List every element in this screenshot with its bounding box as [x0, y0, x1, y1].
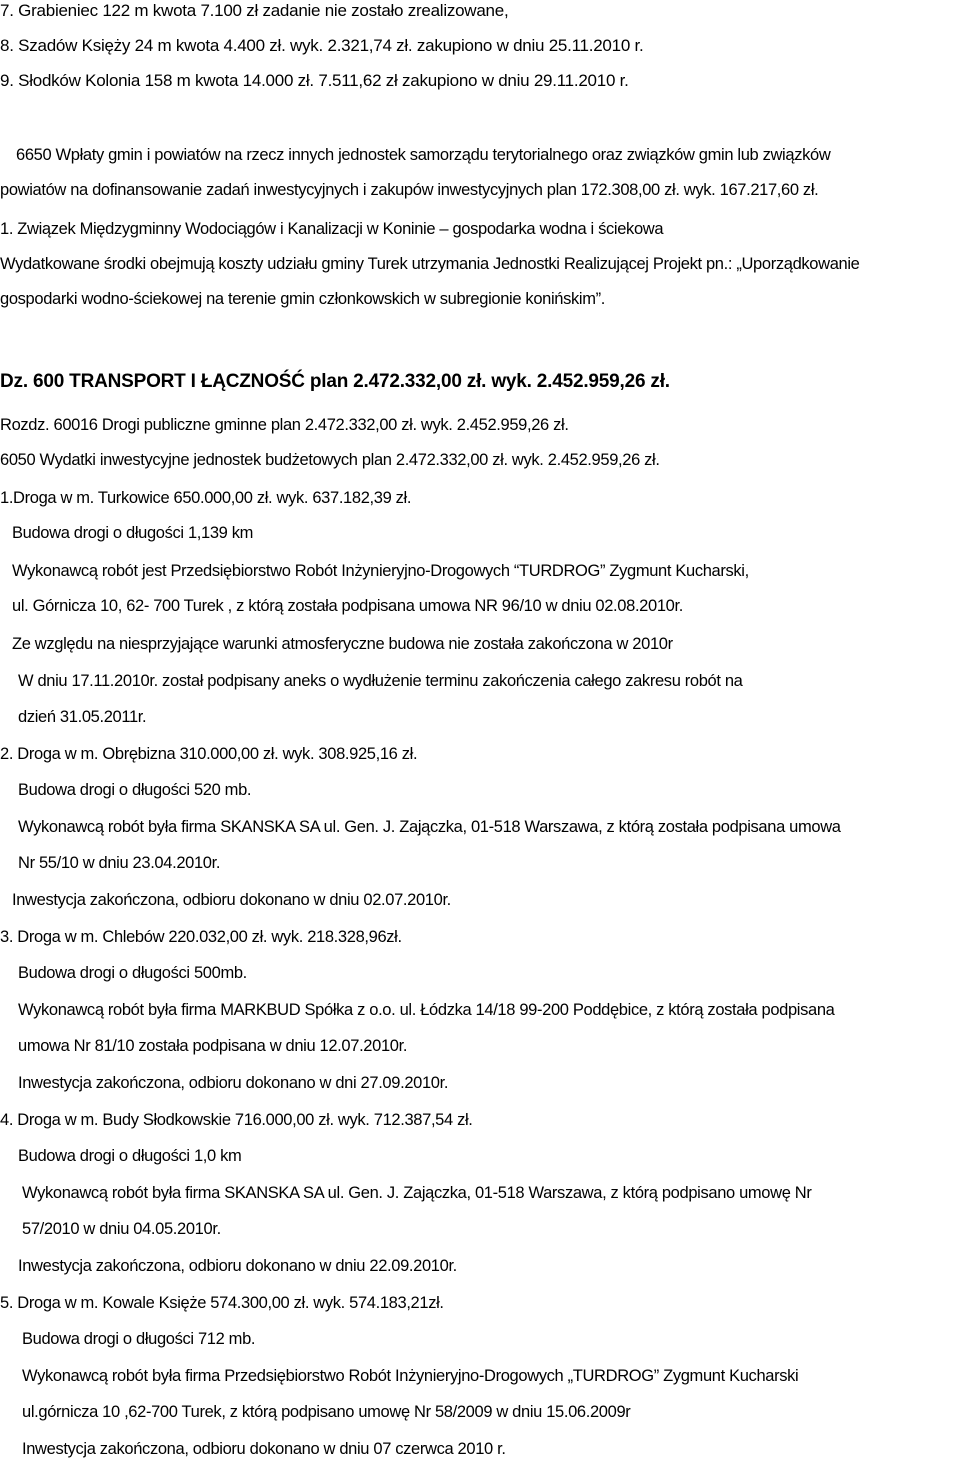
- paragraph-6650-line1: 6650 Wpłaty gmin i powiatów na rzecz innych jednostek samorządu terytorialnego oraz związków gmin lub związków: [16, 146, 831, 164]
- road-2-line: Nr 55/10 w dniu 23.04.2010r.: [18, 854, 221, 872]
- road-4-line: Budowa drogi o długości 1,0 km: [18, 1147, 242, 1165]
- road-1-line: ul. Górnicza 10, 62- 700 Turek , z którą została podpisana umowa NR 96/10 w dniu 02.08.2010r.: [12, 597, 683, 615]
- road-5-line: Inwestycja zakończona, odbioru dokonano w dniu 07 czerwca 2010 r.: [22, 1440, 506, 1458]
- list-item-8: 8. Szadów Księży 24 m kwota 4.400 zł. wyk. 2.321,74 zł. zakupiono w dniu 25.11.2010 r.: [0, 36, 644, 55]
- road-3-line: Wykonawcą robót była firma MARKBUD Spółka z o.o. ul. Łódzka 14/18 99-200 Poddębice, z którą została podpisana: [18, 1001, 835, 1019]
- road-3-line: Inwestycja zakończona, odbioru dokonano w dni 27.09.2010r.: [18, 1074, 449, 1092]
- list-item-9: 9. Słodków Kolonia 158 m kwota 14.000 zł. 7.511,62 zł zakupiono w dniu 29.11.2010 r.: [0, 71, 629, 90]
- road-3-line: Budowa drogi o długości 500mb.: [18, 964, 247, 982]
- road-2-title: 2. Droga w m. Obrębizna 310.000,00 zł. wyk. 308.925,16 zł.: [0, 745, 418, 763]
- road-4-title: 4. Droga w m. Budy Słodkowskie 716.000,00 zł. wyk. 712.387,54 zł.: [0, 1111, 473, 1129]
- road-1-line: dzień 31.05.2011r.: [18, 708, 147, 726]
- road-1-line: Ze względu na niesprzyjające warunki atmosferyczne budowa nie została zakończona w 2010r: [12, 635, 673, 653]
- road-1-line: Budowa drogi o długości 1,139 km: [12, 524, 254, 542]
- road-3-title: 3. Droga w m. Chlebów 220.032,00 zł. wyk. 218.328,96zł.: [0, 928, 402, 946]
- road-4-line: Inwestycja zakończona, odbioru dokonano w dniu 22.09.2010r.: [18, 1257, 457, 1275]
- road-2-line: Wykonawcą robót była firma SKANSKA SA ul. Gen. J. Zajączka, 01-518 Warszawa, z którą została podpisana umowa: [18, 818, 841, 836]
- road-5-title: 5. Droga w m. Kowale Księże 574.300,00 zł. wyk. 574.183,21zł.: [0, 1294, 444, 1312]
- road-2-line: Inwestycja zakończona, odbioru dokonano w dniu 02.07.2010r.: [12, 891, 451, 909]
- list-item-7: 7. Grabieniec 122 m kwota 7.100 zł zadanie nie zostało zrealizowane,: [0, 1, 509, 20]
- road-5-line: Wykonawcą robót była firma Przedsiębiorstwo Robót Inżynieryjno-Drogowych „TURDROG” Zygmunt Kucharski: [22, 1367, 799, 1385]
- road-5-line: Budowa drogi o długości 712 mb.: [22, 1330, 256, 1348]
- road-4-line: Wykonawcą robót była firma SKANSKA SA ul. Gen. J. Zajączka, 01-518 Warszawa, z którą podpisano umowę Nr: [22, 1184, 812, 1202]
- paragraph-6650-line2: powiatów na dofinansowanie zadań inwestycyjnych i zakupów inwestycyjnych plan 172.308,00 zł. wyk. 167.217,60 zł.: [0, 181, 819, 199]
- rozdz-line: Rozdz. 60016 Drogi publiczne gminne plan 2.472.332,00 zł. wyk. 2.452.959,26 zł.: [0, 416, 569, 434]
- zwiazek-line2: Wydatkowane środki obejmują koszty udziału gminy Turek utrzymania Jednostki Realizującej Projekt pn.: „Uporządkowanie: [0, 255, 860, 273]
- zwiazek-line3: gospodarki wodno-ściekowej na terenie gmin członkowskich w subregionie konińskim”.: [0, 290, 606, 308]
- section-heading: Dz. 600 TRANSPORT I ŁĄCZNOŚĆ plan 2.472.332,00 zł. wyk. 2.452.959,26 zł.: [0, 371, 670, 392]
- road-1-line: W dniu 17.11.2010r. został podpisany aneks o wydłużenie terminu zakończenia całego zakresu robót na: [18, 672, 743, 690]
- zwiazek-line1: 1. Związek Międzygminny Wodociągów i Kanalizacji w Koninie – gospodarka wodna i ściekowa: [0, 220, 664, 238]
- road-2-line: Budowa drogi o długości 520 mb.: [18, 781, 252, 799]
- road-3-line: umowa Nr 81/10 została podpisana w dniu 12.07.2010r.: [18, 1037, 408, 1055]
- road-1-title: 1.Droga w m. Turkowice 650.000,00 zł. wyk. 637.182,39 zł.: [0, 489, 412, 507]
- road-1-line: Wykonawcą robót jest Przedsiębiorstwo Robót Inżynieryjno-Drogowych “TURDROG” Zygmunt Kucharski,: [12, 562, 749, 580]
- paragraph-6050: 6050 Wydatki inwestycyjne jednostek budżetowych plan 2.472.332,00 zł. wyk. 2.452.959,26 zł.: [0, 451, 660, 469]
- road-4-line: 57/2010 w dniu 04.05.2010r.: [22, 1220, 221, 1238]
- road-5-line: ul.górnicza 10 ,62-700 Turek, z którą podpisano umowę Nr 58/2009 w dniu 15.06.2009r: [22, 1403, 631, 1421]
